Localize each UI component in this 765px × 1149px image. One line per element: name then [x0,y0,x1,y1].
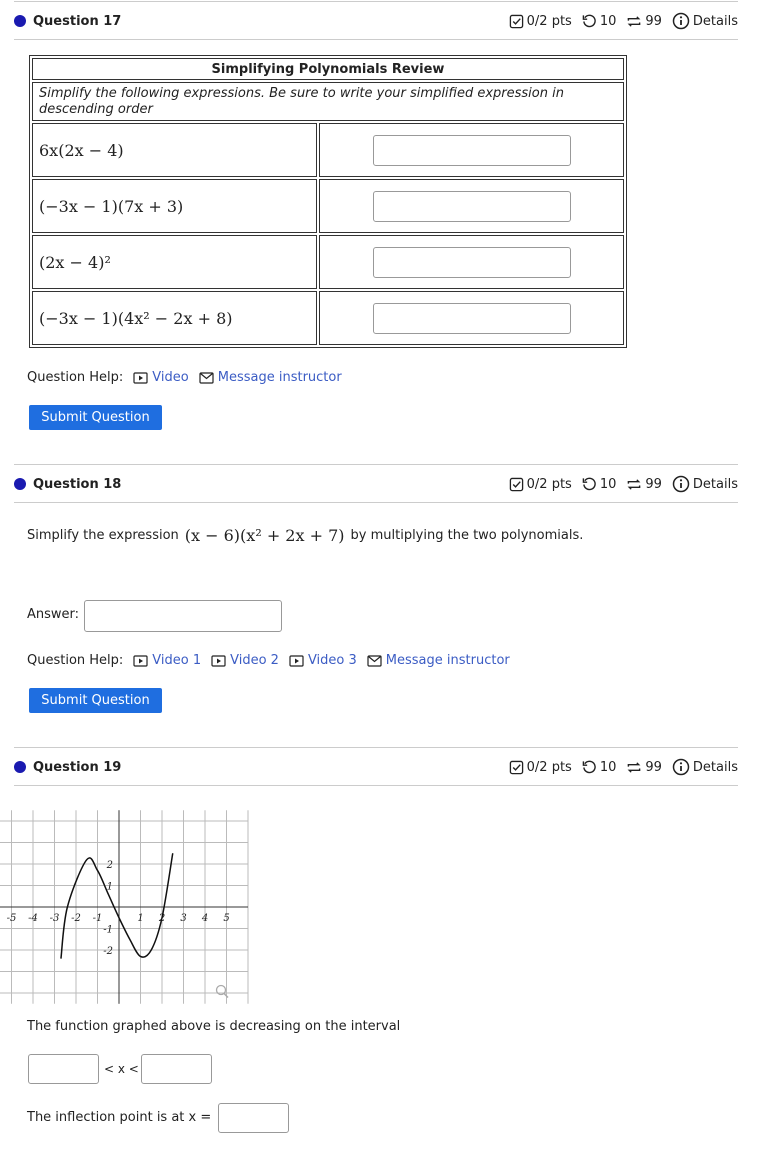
q17-meta [503,12,738,30]
attempts: 99 [626,14,662,29]
attempts: 99 [626,477,662,492]
y-tick-label: -1 [103,924,113,936]
q17-title: Question 17 [14,14,121,29]
check-square-icon [509,760,524,775]
retries: 10 [582,760,617,775]
mail-icon [367,655,382,667]
table-row-answer-cell [319,291,624,345]
x-tick-label: -5 [6,913,17,924]
video-1-link[interactable]: Video 1 [133,653,201,668]
details-button[interactable]: Details [672,475,738,493]
table-row-answer-cell [319,123,624,177]
submit-question-button[interactable]: Submit Question [29,405,162,430]
video-icon [133,655,148,667]
divider [14,502,738,503]
table-row-answer-cell [319,235,624,289]
retry-icon [582,760,597,775]
repeat-icon [626,477,642,492]
retries: 10 [582,477,617,492]
q18-question-help: Question Help: Video 1 Video 2 Video 3 Message instructor [27,653,510,668]
x-tick-label: 3 [180,913,187,924]
table-row-answer-cell [319,179,624,233]
mail-icon [199,372,214,384]
x-tick-label: -3 [49,913,60,924]
q18-title: Question 18 [14,477,121,492]
info-icon [672,12,690,30]
unanswered-dot-icon [14,478,26,490]
q18-header [14,465,738,503]
inflection-prompt: The inflection point is at x = [27,1110,212,1125]
function-graph [6,800,234,1005]
retry-icon [582,14,597,29]
x-tick-label: 5 [223,913,230,924]
attempts: 99 [626,760,662,775]
video-icon [211,655,226,667]
score: 0/2 pts [509,760,572,775]
q18-meta [503,475,738,493]
repeat-icon [626,760,642,775]
unanswered-dot-icon [14,15,26,27]
q19-meta [503,758,738,776]
info-icon [672,475,690,493]
q17-question-help: Question Help: Video Message instructor [27,370,342,385]
x-tick-label: 4 [201,913,209,924]
inequality-label: < x < [104,1062,139,1076]
x-tick-label: 2 [158,913,166,924]
divider [14,39,738,40]
answer-input-4[interactable] [373,303,571,334]
unanswered-dot-icon [14,761,26,773]
q19-title: Question 19 [14,760,121,775]
retry-icon [582,477,597,492]
q19-header [14,748,738,786]
submit-question-button[interactable]: Submit Question [29,688,162,713]
table-title: Simplifying Polynomials Review [32,58,624,80]
answer-input-1[interactable] [373,135,571,166]
inflection-input[interactable] [218,1103,289,1133]
details-button[interactable]: Details [672,758,738,776]
answer-input-3[interactable] [373,247,571,278]
video-3-link[interactable]: Video 3 [289,653,357,668]
divider [14,785,738,786]
x-tick-label: -1 [92,913,103,924]
table-instructions: Simplify the following expressions. Be sure to write your simplified expression in descending order [32,82,624,121]
table-row-expr-3: (2x − 4)² [32,235,317,289]
answer-input-2[interactable] [373,191,571,222]
x-tick-label: 1 [137,913,144,924]
q17-header [14,2,738,40]
details-button[interactable]: Details [672,12,738,30]
graph-axes [0,810,248,1004]
repeat-icon [626,14,642,29]
interval-upper-input[interactable] [141,1054,212,1084]
score: 0/2 pts [509,14,572,29]
table-row-expr-1: 6x(2x − 4) [32,123,317,177]
decreasing-prompt: The function graphed above is decreasing on the interval [27,1019,401,1034]
function-curve [61,853,173,958]
x-tick-label: -2 [71,913,81,924]
y-tick-label: 2 [106,860,113,871]
answer-input[interactable] [84,600,282,632]
video-link[interactable]: Video [133,370,188,385]
message-instructor-link[interactable]: Message instructor [199,370,342,385]
video-icon [133,372,148,384]
info-icon [672,758,690,776]
table-row-expr-4: (−3x − 1)(4x² − 2x + 8) [32,291,317,345]
y-tick-label: -2 [103,946,113,957]
video-2-link[interactable]: Video 2 [211,653,279,668]
check-square-icon [509,477,524,492]
score: 0/2 pts [509,477,572,492]
graph-tick-labels [7,860,230,957]
interval-lower-input[interactable] [28,1054,99,1084]
y-tick-label: 1 [106,881,113,893]
review-table [29,55,627,348]
q18-prompt: Simplify the expression (x − 6)(x² + 2x + 7) by multiplying the two polynomials. [27,526,584,545]
check-square-icon [509,14,524,29]
retries: 10 [582,14,617,29]
table-row-expr-2: (−3x − 1)(7x + 3) [32,179,317,233]
q18-expression: (x − 6)(x² + 2x + 7) [184,526,345,545]
answer-label: Answer: [27,607,80,622]
x-tick-label: -4 [28,913,38,924]
video-icon [289,655,304,667]
message-instructor-link[interactable]: Message instructor [367,653,510,668]
